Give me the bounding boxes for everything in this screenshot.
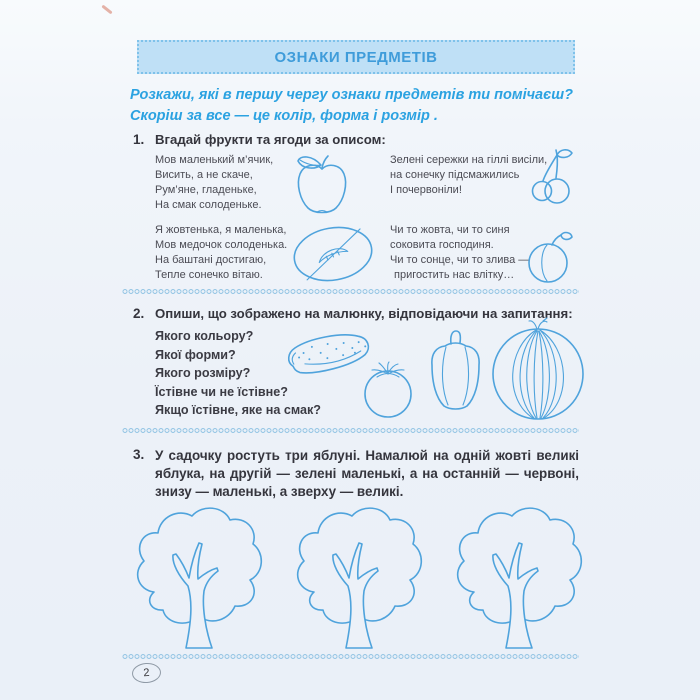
cherries-icon [527, 147, 575, 209]
riddle-melon: Я жовтенька, я маленька, Мов медочок солоденька. На баштані достигаю, Тепле сонечко вітаю. [155, 224, 288, 281]
question: Їстівне чи не їстівне? [155, 384, 288, 399]
riddle-plum: Чи то жовта, чи то синя соковита господиня. Чи то сонце, чи то злива — пригостить нас влітку… [390, 224, 530, 281]
question: Якщо їстівне, яке на смак? [155, 403, 321, 418]
task3-number: 3. [133, 447, 145, 462]
page-number: 2 [143, 666, 150, 680]
plum-icon [527, 231, 574, 284]
apple-icon [291, 151, 353, 217]
section-divider [122, 653, 579, 660]
intro-line-2: Скоріш за все — це колір, форма і розмір . [130, 108, 438, 124]
section-divider [122, 427, 579, 434]
apple-tree-icon [286, 500, 424, 652]
scan-artifact [101, 5, 112, 15]
watermelon-icon [491, 316, 585, 422]
riddle-apple: Мов маленький м’ячик, Висить, а не скаче, Рум’яне, гладеньке, На смак солоденьке. [155, 154, 274, 211]
page-number-badge [131, 662, 161, 684]
task1-number: 1. [133, 132, 145, 147]
question: Якої форми? [155, 347, 236, 362]
question: Якого кольору? [155, 329, 254, 343]
riddle-cherries: Зелені сережки на гіллі висіли, на сонечку підсмажились І почервоніли! [390, 154, 548, 196]
task2-number: 2. [133, 306, 145, 321]
pepper-icon [423, 328, 485, 414]
page-title: ОЗНАКИ ПРЕДМЕТІВ [274, 48, 438, 66]
intro-text [130, 85, 580, 127]
task1-heading: Вгадай фрукти та ягоди за описом: [155, 132, 386, 147]
question: Якого розміру? [155, 366, 251, 381]
apple-tree-icon [126, 500, 264, 652]
page-title-box [137, 40, 575, 74]
melon-icon [288, 222, 378, 286]
task2-heading: Опиши, що зображено на малюнку, відповідаючи на запитання: [155, 306, 573, 321]
section-divider [122, 288, 579, 295]
task3-heading: У садочку ростуть три яблуні. Намалюй на одній жовті великі яблука, на другій — зелені маленькі, а на останній — червоні, знизу — маленькі, а зверху — великі. [155, 448, 579, 499]
apple-tree-icon [446, 500, 584, 652]
tomato-icon [359, 360, 417, 418]
intro-line-1: Розкажи, які в першу чергу ознаки предметів ти помічаєш? [130, 87, 574, 103]
